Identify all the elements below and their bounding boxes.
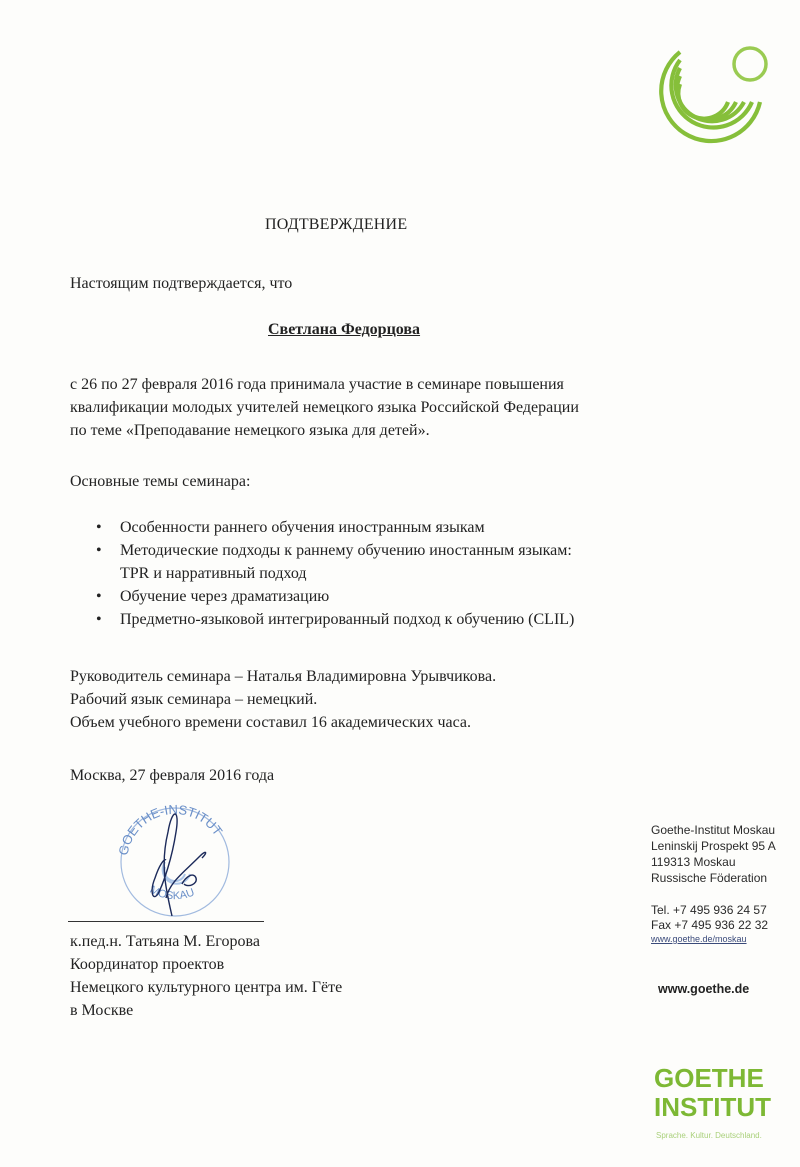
svg-text:MOSKAU bbox=[148, 884, 196, 902]
signature-line bbox=[68, 921, 264, 922]
seminar-hours: Объем учебного времени составил 16 академических часа. bbox=[70, 714, 472, 731]
svg-text:GOETHE-INSTITUT bbox=[115, 802, 225, 857]
brand-tagline: Sprache. Kultur. Deutschland. bbox=[656, 1131, 762, 1140]
seminar-language: Рабочий язык семинара – немецкий. bbox=[70, 691, 318, 708]
topic-item bbox=[92, 516, 574, 539]
topic-item bbox=[92, 608, 574, 631]
brand-line-2: INSTITUT bbox=[654, 1092, 771, 1122]
institute-contact bbox=[651, 903, 768, 945]
institute-address bbox=[651, 822, 776, 886]
signer-position: Координатор проектов bbox=[70, 956, 225, 973]
address-line: Leninskij Prospekt 95 A bbox=[651, 839, 776, 853]
paragraph-line: квалификации молодых учителей немецкого языка Российской Федерации bbox=[70, 399, 579, 416]
bullet-icon: • bbox=[96, 588, 102, 605]
topic-line: Обучение через драматизацию bbox=[120, 588, 330, 605]
topic-line: Особенности раннего обучения иностранным языкам bbox=[120, 519, 485, 536]
goethe-logo-icon bbox=[640, 20, 790, 155]
paragraph-line: по теме «Преподавание немецкого языка для детей». bbox=[70, 422, 430, 439]
place-date: Москва, 27 февраля 2016 года bbox=[70, 767, 275, 784]
topic-item bbox=[92, 585, 574, 608]
signer-city: в Москве bbox=[70, 1002, 134, 1019]
fax: Fax +7 495 936 22 32 bbox=[651, 918, 769, 932]
intro-text: Настоящим подтверждается, что bbox=[70, 275, 293, 292]
address-line: Goethe-Institut Moskau bbox=[651, 823, 776, 837]
seminar-info bbox=[70, 665, 496, 734]
stamp-top-text: GOETHE-INSTITUT bbox=[115, 801, 226, 857]
topic-line: Предметно-языковой интегрированный подход к обучению (CLIL) bbox=[120, 611, 575, 628]
participation-paragraph bbox=[70, 373, 579, 442]
bullet-icon: • bbox=[96, 519, 102, 536]
bullet-icon: • bbox=[96, 542, 102, 559]
topics-list bbox=[92, 516, 574, 631]
stamp-bottom-text: MOSKAU bbox=[147, 883, 197, 903]
address-line: 119313 Moskau bbox=[651, 855, 736, 869]
signer-organization: Немецкого культурного центра им. Гёте bbox=[70, 979, 343, 996]
seminar-leader: Руководитель семинара – Наталья Владимировна Урывчикова. bbox=[70, 668, 497, 685]
document-title: ПОДТВЕРЖДЕНИЕ bbox=[265, 216, 408, 233]
telephone: Tel. +7 495 936 24 57 bbox=[651, 903, 767, 917]
topics-heading: Основные темы семинара: bbox=[70, 473, 251, 490]
address-line: Russische Föderation bbox=[651, 871, 768, 885]
signer-block bbox=[70, 930, 342, 1022]
paragraph-line: с 26 по 27 февраля 2016 года принимала участие в семинаре повышения bbox=[70, 376, 564, 393]
bullet-icon: • bbox=[96, 611, 102, 628]
main-website[interactable]: www.goethe.de bbox=[658, 982, 750, 996]
stamp-icon bbox=[110, 800, 240, 918]
topic-line: Методические подходы к раннему обучению иностанным языкам: bbox=[120, 542, 572, 559]
local-site-link[interactable]: www.goethe.de/moskau bbox=[651, 934, 747, 944]
recipient-name: Светлана Федорцова bbox=[268, 321, 421, 338]
topic-line: TPR и нарративный подход bbox=[120, 565, 307, 582]
brand-line-1: GOETHE bbox=[654, 1063, 764, 1093]
topic-item bbox=[92, 539, 574, 585]
signer-name: к.пед.н. Татьяна М. Егорова bbox=[70, 933, 260, 950]
brand-wordmark bbox=[654, 1064, 771, 1122]
